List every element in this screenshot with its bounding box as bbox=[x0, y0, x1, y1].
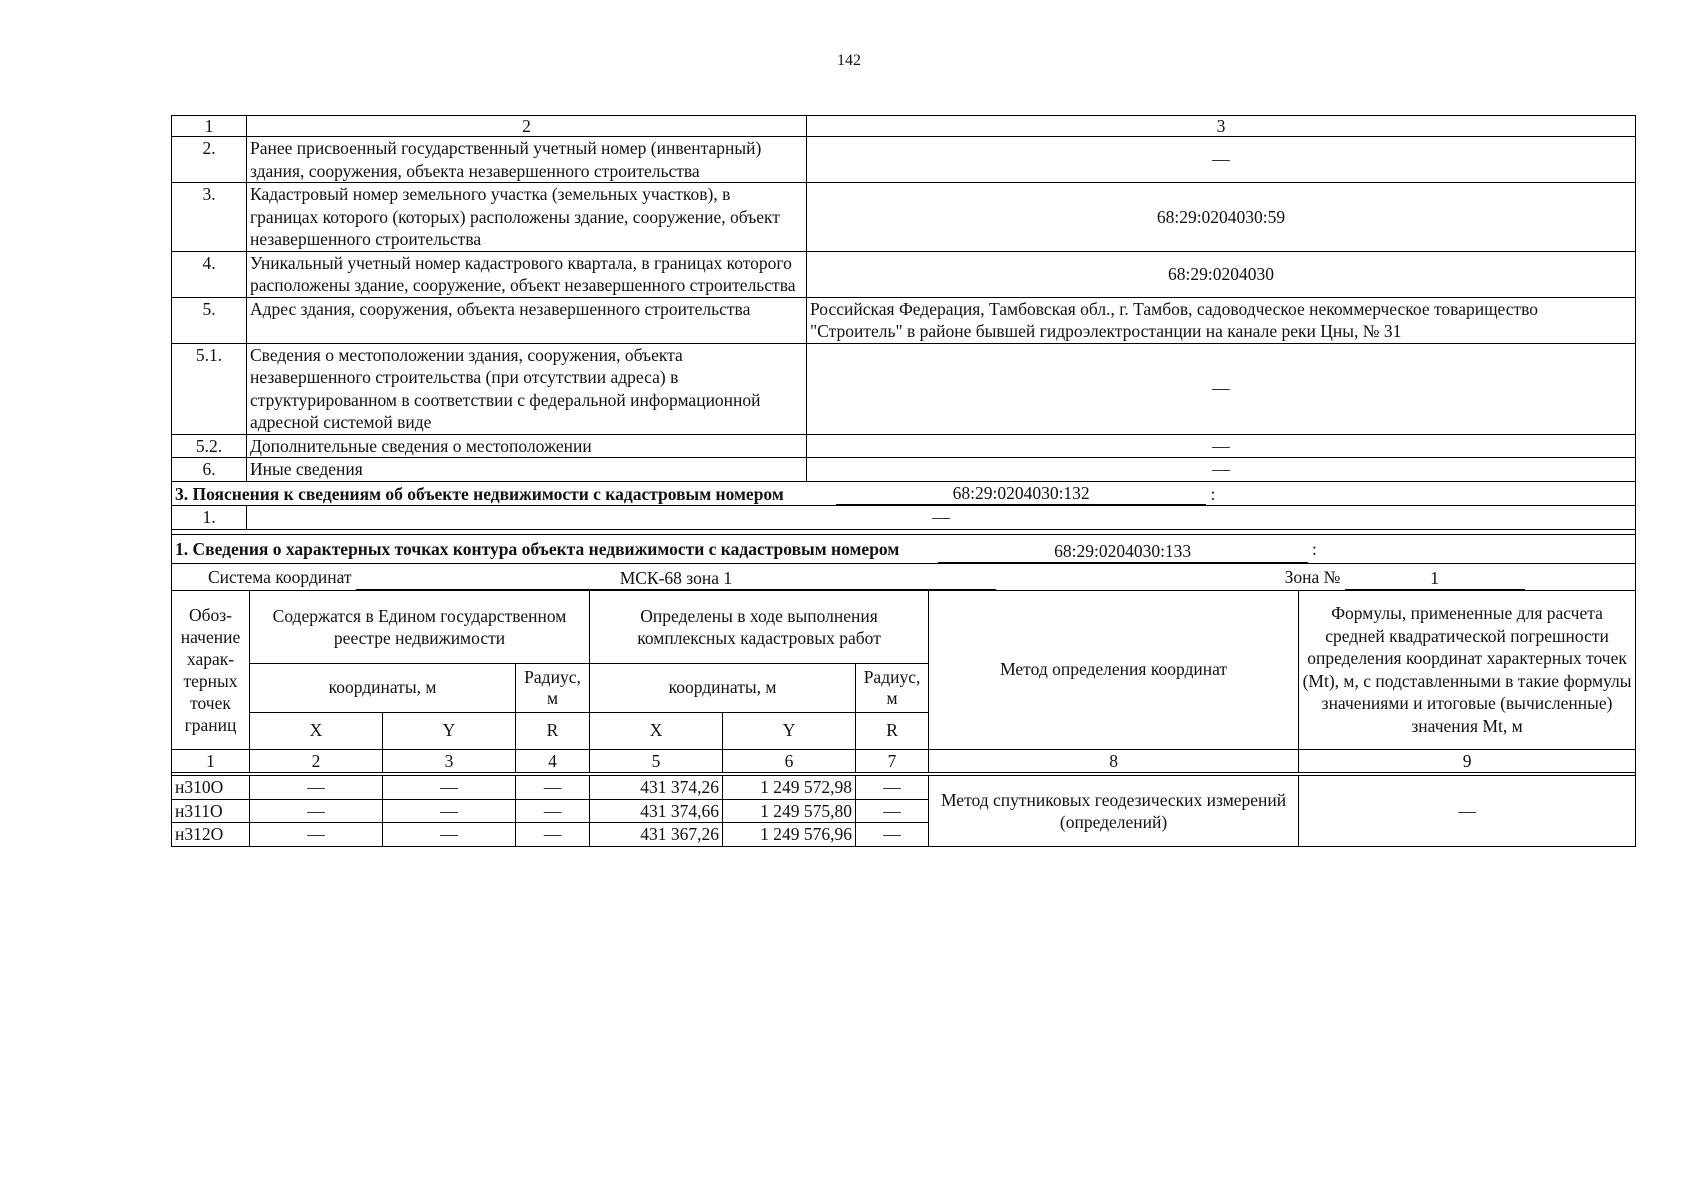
row-label: Иные сведения bbox=[247, 458, 807, 482]
row-label: Адрес здания, сооружения, объекта незавершенного строительства bbox=[247, 297, 807, 343]
zone-label: Зона № bbox=[1284, 566, 1341, 587]
col-number: 5 bbox=[590, 749, 723, 773]
egrn-r-header: R bbox=[516, 712, 590, 749]
point-name-header: Обоз-начение харак-терных точек границ bbox=[172, 590, 250, 749]
point-r-egrn: — bbox=[516, 776, 590, 800]
row-value: — bbox=[807, 137, 1636, 183]
point-x-egrn: — bbox=[250, 799, 383, 823]
point-r-egrn: — bbox=[516, 823, 590, 847]
points-header-row bbox=[172, 590, 1636, 663]
egrn-radius-header: Радиус, м bbox=[516, 663, 590, 712]
row-value: — bbox=[247, 506, 1636, 530]
section-1-title-row bbox=[172, 534, 1636, 563]
formula-value: — bbox=[1299, 776, 1636, 847]
table-row bbox=[172, 251, 1636, 297]
row-number: 1. bbox=[172, 506, 247, 530]
row-value: — bbox=[807, 458, 1636, 482]
col-number: 3 bbox=[807, 116, 1636, 137]
point-r: — bbox=[856, 823, 929, 847]
col-number: 1 bbox=[172, 116, 247, 137]
table-row bbox=[172, 458, 1636, 482]
col-number: 4 bbox=[516, 749, 590, 773]
point-r: — bbox=[856, 799, 929, 823]
row-number: 5.1. bbox=[172, 343, 247, 434]
coordinate-system-row bbox=[172, 563, 1636, 590]
method-value: Метод спутниковых геодезических измерений (определений) bbox=[929, 776, 1299, 847]
row-label: Дополнительные сведения о местоположении bbox=[247, 434, 807, 458]
col-number: 7 bbox=[856, 749, 929, 773]
point-y-egrn: — bbox=[383, 776, 516, 800]
table-row bbox=[172, 434, 1636, 458]
point-name: н311О bbox=[172, 799, 250, 823]
row-value: 68:29:0204030:59 bbox=[807, 183, 1636, 252]
point-name: н310О bbox=[172, 776, 250, 800]
point-x: 431 374,26 bbox=[590, 776, 723, 800]
section-3-row bbox=[172, 506, 1636, 530]
section-3-title: 3. Пояснения к сведениям об объекте недвижимости с кадастровым номером bbox=[175, 483, 784, 504]
row-value: — bbox=[807, 343, 1636, 434]
kkr-group-header: Определены в ходе выполнения комплексных кадастровых работ bbox=[590, 590, 929, 663]
section-1-title: 1. Сведения о характерных точках контура объекта недвижимости с кадастровым номером bbox=[175, 538, 900, 559]
row-label: Уникальный учетный номер кадастрового квартала, в границах которого расположены здание, сооружение, объект незавершенного строительства bbox=[247, 251, 807, 297]
col-number: 1 bbox=[172, 749, 250, 773]
col-number: 2 bbox=[250, 749, 383, 773]
egrn-coords-header: координаты, м bbox=[250, 663, 516, 712]
col-number: 2 bbox=[247, 116, 807, 137]
row-number: 2. bbox=[172, 137, 247, 183]
object-info-table bbox=[171, 115, 1636, 591]
kkr-coords-header: координаты, м bbox=[590, 663, 856, 712]
kkr-y-header: Y bbox=[723, 712, 856, 749]
point-y: 1 249 572,98 bbox=[723, 776, 856, 800]
point-x-egrn: — bbox=[250, 823, 383, 847]
table-row bbox=[172, 297, 1636, 343]
col-number: 6 bbox=[723, 749, 856, 773]
row-value: Российская Федерация, Тамбовская обл., г. Тамбов, садоводческое некоммерческое товарищество "Строитель" в районе бывшей гидроэлектростанции на канале реки Цны, № 31 bbox=[807, 297, 1636, 343]
table-row bbox=[172, 183, 1636, 252]
formula-header: Формулы, примененные для расчета средней квадратической погрешности определения координат характерных точек (Mt), м, с подставленными в такие формулы значениями и итоговые (вычисленные) значения Mt, м bbox=[1299, 590, 1636, 749]
egrn-x-header: X bbox=[250, 712, 383, 749]
kkr-radius-header: Радиус, м bbox=[856, 663, 929, 712]
zone-value: 1 bbox=[1345, 567, 1525, 590]
row-label: Сведения о местоположении здания, сооружения, объекта незавершенного строительства (при отсутствии адреса) в структурированном в соответствии с федеральной информационной адресной системой виде bbox=[247, 343, 807, 434]
section-3-cadastral-number: 68:29:0204030:132 bbox=[836, 482, 1206, 506]
point-y-egrn: — bbox=[383, 823, 516, 847]
row-number: 4. bbox=[172, 251, 247, 297]
coordinate-system-label: Система координат bbox=[208, 566, 352, 587]
row-number: 6. bbox=[172, 458, 247, 482]
row-number: 5. bbox=[172, 297, 247, 343]
row-value: 68:29:0204030 bbox=[807, 251, 1636, 297]
points-column-numbers-row bbox=[172, 749, 1636, 773]
points-table bbox=[171, 590, 1636, 847]
section-1-cadastral-number: 68:29:0204030:133 bbox=[938, 540, 1308, 563]
row-label: Ранее присвоенный государственный учетный номер (инвентарный) здания, сооружения, объекта незавершенного строительства bbox=[247, 137, 807, 183]
point-y: 1 249 575,80 bbox=[723, 799, 856, 823]
point-y-egrn: — bbox=[383, 799, 516, 823]
col-number: 9 bbox=[1299, 749, 1636, 773]
row-value: — bbox=[807, 434, 1636, 458]
egrn-y-header: Y bbox=[383, 712, 516, 749]
document-sheet bbox=[171, 115, 1635, 847]
egrn-group-header: Содержатся в Едином государственном реестре недвижимости bbox=[250, 590, 590, 663]
point-x-egrn: — bbox=[250, 776, 383, 800]
kkr-x-header: X bbox=[590, 712, 723, 749]
row-number: 5.2. bbox=[172, 434, 247, 458]
point-x: 431 374,66 bbox=[590, 799, 723, 823]
col-number: 3 bbox=[383, 749, 516, 773]
section-3-title-row bbox=[172, 481, 1636, 506]
method-header: Метод определения координат bbox=[929, 590, 1299, 749]
page-number: 142 bbox=[837, 52, 861, 69]
kkr-r-header: R bbox=[856, 712, 929, 749]
table-row bbox=[172, 776, 1636, 800]
row-label: Кадастровый номер земельного участка (земельных участков), в границах которого (которых) расположены здание, сооружение, объект незавершенного строительства bbox=[247, 183, 807, 252]
section-3-colon: : bbox=[1210, 483, 1216, 504]
point-r-egrn: — bbox=[516, 799, 590, 823]
coordinate-system-value: МСК-68 зона 1 bbox=[356, 567, 996, 590]
point-name: н312О bbox=[172, 823, 250, 847]
row-number: 3. bbox=[172, 183, 247, 252]
col-number: 8 bbox=[929, 749, 1299, 773]
column-numbers-row bbox=[172, 116, 1636, 137]
point-r: — bbox=[856, 776, 929, 800]
table-row bbox=[172, 137, 1636, 183]
point-x: 431 367,26 bbox=[590, 823, 723, 847]
section-1-colon: : bbox=[1312, 538, 1317, 559]
point-y: 1 249 576,96 bbox=[723, 823, 856, 847]
table-row bbox=[172, 343, 1636, 434]
